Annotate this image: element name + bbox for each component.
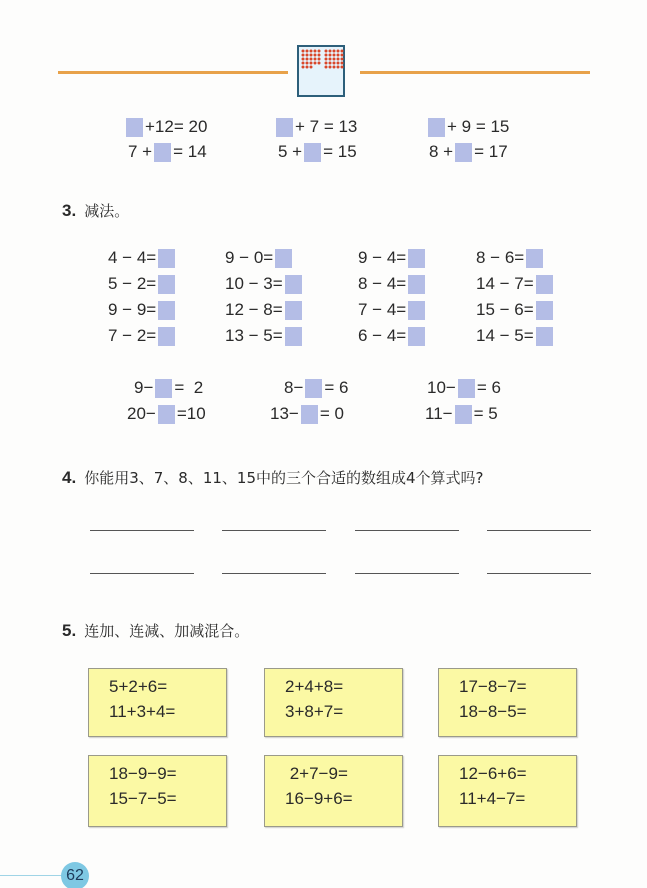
answer-blank[interactable] <box>301 405 318 424</box>
equation: 18−8−5= <box>459 702 527 721</box>
equation: 18−9−9= <box>109 764 177 783</box>
equation-left: 11− <box>425 404 453 423</box>
equation: 12−6+6= <box>459 764 527 783</box>
equation <box>108 248 177 268</box>
answer-blank[interactable] <box>158 327 175 346</box>
equation: 11+4−7= <box>459 789 526 808</box>
equation-text: 13 − 5= <box>225 326 283 345</box>
equation-text: 6 − 4= <box>358 326 407 345</box>
answer-line[interactable] <box>90 530 194 531</box>
equation: 17−8−7= <box>459 677 527 696</box>
exercise-box <box>88 755 227 827</box>
answer-blank[interactable] <box>285 327 302 346</box>
equation-right: = 0 <box>319 404 344 423</box>
equation: 11+3+4= <box>109 702 176 721</box>
equation <box>124 117 207 137</box>
answer-blank[interactable] <box>305 379 322 398</box>
equation-right: + 7 = 13 <box>295 117 358 136</box>
equation <box>476 300 555 320</box>
equation-text: 7 − 2= <box>108 326 157 345</box>
answer-blank[interactable] <box>408 301 425 320</box>
section-heading-section5 <box>62 620 249 641</box>
equation-text: 12 − 8= <box>225 300 283 319</box>
answer-blank[interactable] <box>158 301 175 320</box>
equation <box>225 300 304 320</box>
equation-right: = 14 <box>173 142 207 161</box>
answer-line[interactable] <box>355 573 459 574</box>
section-number: 3. <box>62 201 77 220</box>
section-heading-section4 <box>62 467 484 488</box>
equation <box>425 404 498 424</box>
equation <box>274 117 357 137</box>
equation-text: 7 − 4= <box>358 300 407 319</box>
section-heading-section3 <box>62 200 129 221</box>
equation: 2+7−9= <box>285 764 348 783</box>
equation <box>128 142 207 162</box>
equation: 2+4+8= <box>285 677 344 696</box>
exercise-box <box>438 668 577 737</box>
answer-blank[interactable] <box>126 118 143 137</box>
exercise-box <box>264 755 403 827</box>
divider-right <box>360 71 590 74</box>
equation-text: 9 − 9= <box>108 300 157 319</box>
exercise-box <box>438 755 577 827</box>
section-number: 5. <box>62 621 77 640</box>
answer-blank[interactable] <box>285 275 302 294</box>
answer-blank[interactable] <box>158 275 175 294</box>
answer-blank[interactable] <box>536 301 553 320</box>
equation <box>427 378 501 398</box>
equation-right: = 15 <box>323 142 357 161</box>
equation <box>127 404 206 424</box>
page-number: 62 <box>61 862 89 888</box>
equation: 15−7−5= <box>109 789 177 808</box>
equation-text: 14 − 7= <box>476 274 534 293</box>
equation <box>476 274 555 294</box>
equation: 5+2+6= <box>109 677 168 696</box>
equation <box>358 300 427 320</box>
equation-left: 8− <box>284 378 304 397</box>
answer-line[interactable] <box>222 530 326 531</box>
answer-blank[interactable] <box>158 405 175 424</box>
equation <box>108 326 177 346</box>
answer-blank[interactable] <box>428 118 445 137</box>
answer-blank[interactable] <box>276 118 293 137</box>
equation-text: 5 − 2= <box>108 274 157 293</box>
answer-blank[interactable] <box>536 275 553 294</box>
answer-blank[interactable] <box>155 379 172 398</box>
equation <box>108 300 177 320</box>
equation-text: 8 − 6= <box>476 248 525 267</box>
equation-left: 8 + <box>429 142 454 161</box>
equation-right: =10 <box>176 404 206 423</box>
equation-right: = 17 <box>474 142 508 161</box>
answer-blank[interactable] <box>455 405 472 424</box>
section-number: 4. <box>62 468 77 487</box>
equation <box>358 248 427 268</box>
exercise-box <box>264 668 403 737</box>
equation <box>284 378 349 398</box>
equation-right: = 6 <box>476 378 501 397</box>
equation <box>225 248 294 268</box>
equation <box>358 326 427 346</box>
equation <box>225 274 304 294</box>
equation: 16−9+6= <box>285 789 353 808</box>
answer-blank[interactable] <box>408 275 425 294</box>
equation <box>476 248 545 268</box>
equation-text: 4 − 4= <box>108 248 157 267</box>
equation <box>108 274 177 294</box>
answer-blank[interactable] <box>275 249 292 268</box>
answer-blank[interactable] <box>154 143 171 162</box>
equation-left: 10− <box>427 378 456 397</box>
answer-blank[interactable] <box>455 143 472 162</box>
equation-text: 14 − 5= <box>476 326 534 345</box>
equation <box>270 404 344 424</box>
page-number-line <box>0 875 62 876</box>
answer-blank[interactable] <box>408 249 425 268</box>
equation-left: 20− <box>127 404 156 423</box>
answer-line[interactable] <box>487 573 591 574</box>
answer-blank[interactable] <box>536 327 553 346</box>
answer-blank[interactable] <box>158 249 175 268</box>
equation <box>358 274 427 294</box>
answer-line[interactable] <box>487 530 591 531</box>
equation-text: 10 − 3= <box>225 274 283 293</box>
answer-blank[interactable] <box>408 327 425 346</box>
answer-blank[interactable] <box>458 379 475 398</box>
equation <box>225 326 304 346</box>
section-title: 你能用3、7、8、11、15中的三个合适的数组成4个算式吗? <box>84 469 484 487</box>
equation-right: = 5 <box>473 404 498 423</box>
section-title: 减法。 <box>84 202 130 220</box>
section-title: 连加、连减、加减混合。 <box>84 622 250 640</box>
divider-left <box>58 71 288 74</box>
equation-left: 7 + <box>128 142 153 161</box>
equation-right: +12= 20 <box>145 117 208 136</box>
equation <box>426 117 509 137</box>
equation: 3+8+7= <box>285 702 344 721</box>
equation-right: + 9 = 15 <box>447 117 510 136</box>
equation-right: = 6 <box>324 378 349 397</box>
exercise-box <box>88 668 227 737</box>
equation-left: 5 + <box>278 142 303 161</box>
answer-line[interactable] <box>355 530 459 531</box>
equation-text: 15 − 6= <box>476 300 534 319</box>
counting-board-icon <box>294 42 348 100</box>
equation-left: 9− <box>134 378 154 397</box>
answer-line[interactable] <box>90 573 194 574</box>
answer-blank[interactable] <box>304 143 321 162</box>
equation <box>429 142 508 162</box>
equation-left: 13− <box>270 404 299 423</box>
equation-text: 9 − 0= <box>225 248 274 267</box>
answer-blank[interactable] <box>285 301 302 320</box>
equation <box>278 142 357 162</box>
equation <box>476 326 555 346</box>
equation-text: 9 − 4= <box>358 248 407 267</box>
equation-text: 8 − 4= <box>358 274 407 293</box>
answer-line[interactable] <box>222 573 326 574</box>
equation <box>134 378 203 398</box>
answer-blank[interactable] <box>526 249 543 268</box>
equation-right: = 2 <box>174 378 204 397</box>
